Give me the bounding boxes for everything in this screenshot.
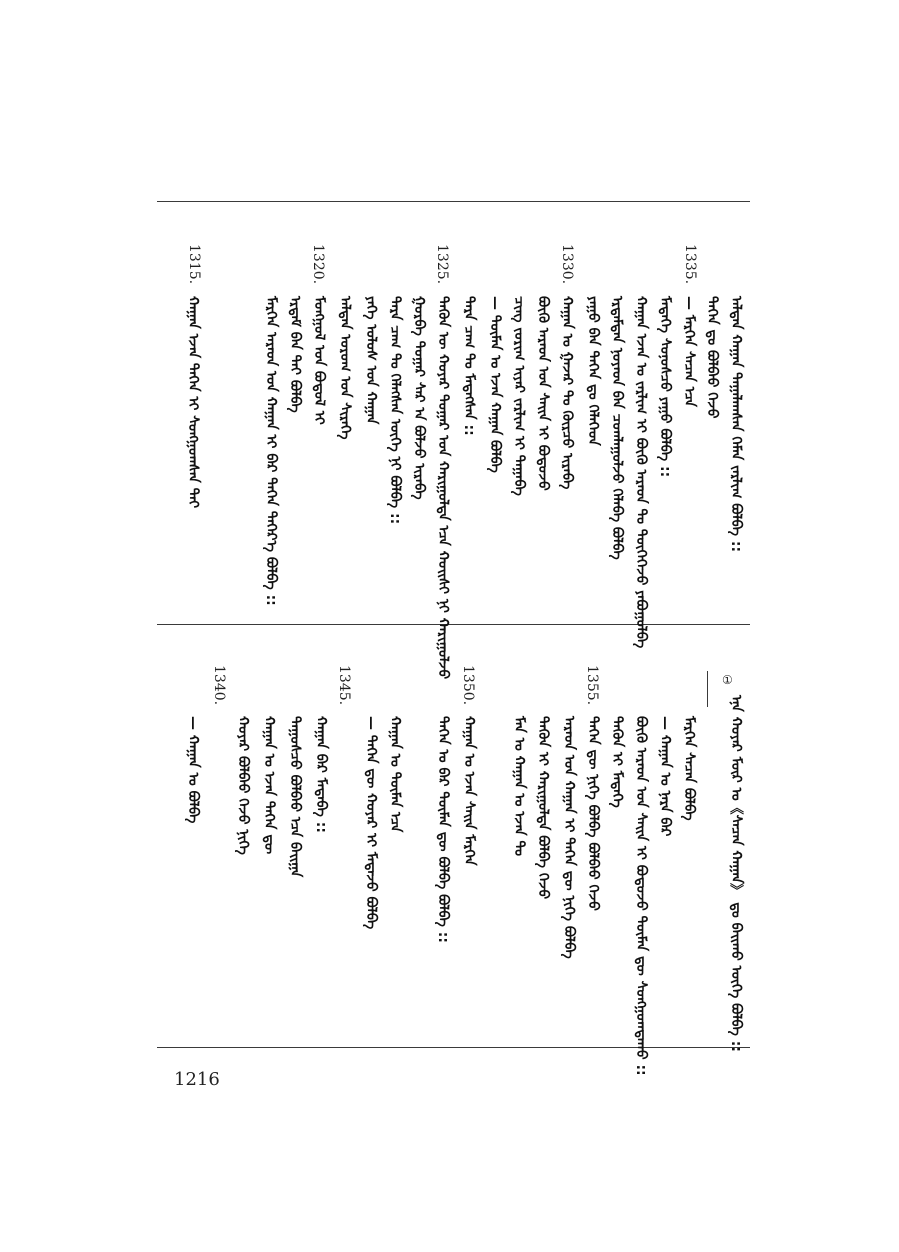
text-column: ᠬᠠᠭᠠᠨ ᠤ ᠭᠠᠵᠠᠷ ᠲᠤ ᠬᠦᠷᠴᠦ ᠢᠷᠡᠪᠡ (559, 296, 575, 490)
top-rule (157, 201, 750, 202)
text-column: ᠬᠠᠭᠠᠨ ᠡᠵᠡᠨ ᠤ ᠵᠠᠷᠯᠢᠭ ᠢ ᠪᠦᠬᠦ ᠠᠷᠠᠳ ᠲᠤ ᠲᠦᠭᠡᠭᠡᠵᠦ ᠶᠠᠪᠤᠭᠤᠯᠪᠠ (633, 296, 649, 649)
text-column: ᠠᠯᠲᠠᠨ ᠬᠠᠭᠠᠨ ᠲᠠᠭᠠᠯᠠᠭᠰᠠᠨ ᠬᠡᠮᠡᠨ ᠵᠠᠷᠯᠢᠭ ᠪᠣᠯᠪᠠ :: (728, 296, 744, 553)
text-column: ᠠᠯᠲᠠᠨ ᠤᠷᠤᠭ ᠤᠨ ᠰᠢᠷᠡᠭᠡ (337, 296, 353, 440)
line-number: 1320. (310, 244, 326, 285)
text-column: ᠪᠦᠬᠦ ᠠᠷᠠᠳ ᠤᠨ ᠰᠠᠢᠨ ᠢ ᠪᠣᠳᠣᠵᠤ (535, 296, 551, 491)
text-column: ᠮᠣᠩᠭᠣᠯ ᠤᠨ ᠪᠣᠳᠣᠯ ᠢ (311, 296, 327, 425)
text-column: ᠮᠠᠨ ᠤ ᠬᠠᠭᠠᠨ ᠤ ᠡᠵᠡᠨ ᠲᠤ (511, 716, 527, 857)
text-column: ᠡᠷᠳᠡᠮ ᠪᠠᠨ ᠲᠠᠢ ᠪᠣᠯᠪᠠ (287, 296, 303, 413)
line-number: 1325. (434, 244, 450, 285)
text-column: ᠲᠡᠭᠡᠨ ᠳᠤ ᠪᠣᠯᠪᠠᠤ ᠭᠡᠵᠦ (704, 296, 720, 419)
text-column: ᠬᠠᠭᠠᠨ ᠤ ᠡᠵᠡᠨ ᠲᠡᠭᠡᠨ ᠳᠦ (261, 716, 277, 855)
text-column: ᠡᠷᠳᠡᠮᠲᠡᠨ ᠨᠣᠶᠠᠳ ᠪᠠᠨ ᠴᠤᠭᠯᠠᠭᠤᠯᠵᠤ ᠬᠡᠯᠡᠪᠡ ᠪᠣᠯᠪᠠ (609, 296, 625, 560)
text-column: ᠬᠠᠭᠠᠨ ᠤ ᠲᠦᠮᠡᠨ ᠡᠴᠡ (387, 716, 403, 833)
middle-rule (157, 624, 750, 625)
line-number: 1340. (211, 665, 227, 706)
text-column: ᠲᠡᠭᠦᠨ ᠢ ᠬᠠᠷᠢᠭᠤᠯᠲᠠ ᠪᠣᠯᠪᠠ ᠭᠡᠵᠦ (535, 716, 551, 900)
text-column: ᠮᠡᠷᠭᠡᠨ ᠠᠷᠠᠳ ᠤᠨ ᠬᠠᠭᠠᠨ ᠢ ᠪᠠᠷ ᠲᠡᠭᠡᠨ ᠳᠡᠭᠡᠷ᠎ᠡ ᠪᠣᠯᠪᠠ :: (263, 296, 279, 606)
line-number: 1355. (584, 665, 600, 706)
text-column: ᠶᠠᠭᠤ ᠪᠠᠨ ᠲᠡᠭᠡᠨ ᠳᠤ ᠬᠡᠯᠡᠭᠡᠳ (585, 296, 601, 446)
text-column: ᠲᠡᠭᠡᠨ ᠤ ᠪᠠᠷ ᠲᠦᠮᠡᠨ ᠳᠦ ᠪᠣᠯᠪᠠ ᠪᠣᠯᠪᠠ :: (435, 716, 451, 943)
text-column: ᠲᠡᠭᠦᠨ ᠢ ᠮᠡᠳᠡᠭᠡ (609, 716, 625, 808)
footnote-rule (707, 671, 708, 707)
text-column: ᠮᠡᠷᠭᠡᠨ ᠰᠡᠴᠡᠨ ᠪᠣᠯᠪᠠ (681, 716, 697, 821)
text-column: ᠪᠦᠬᠦ ᠠᠷᠠᠳ ᠤᠨ ᠰᠠᠢᠨ ᠢ ᠪᠣᠳᠣᠵᠤ ᠲᠦᠮᠡᠨ ᠳᠦ ᠰᠣᠩᠭᠣᠭᠳᠠᠬᠤ :: (633, 716, 649, 1076)
text-column: ᠴᠢᠩ ᠵᠣᠷᠢᠭ ᠢᠶᠡᠷ ᠵᠠᠷᠯᠢᠭ ᠢ ᠳᠠᠭᠠᠪᠠ (511, 296, 527, 496)
text-column: ᠳᠠᠭᠤᠰᠴᠤ ᠪᠣᠯᠪᠠᠤ ᠡᠴᠡ ᠪᠠᠢᠭᠠ (287, 716, 303, 878)
text-column: ᠲᠡᠭᠦᠨ ᠦ ᠬᠣᠶᠠᠷ ᠳᠤᠭᠠᠷ ᠤᠨ ᠬᠠᠷᠢᠭᠤᠯᠲᠠ ᠡᠴᠡ ᠬᠣᠢᠰᠢ ᠨᠢ ᠬᠠᠷᠢᠭᠤᠯᠵᠤ (435, 296, 451, 680)
line-number: 1350. (460, 665, 476, 706)
footnote-marker: ① (722, 673, 733, 687)
text-column: ᠬᠠᠭᠠᠨ ᠡᠵᠡᠨ ᠲᠡᠭᠡᠨ ᠢ ᠰᠣᠩᠭᠣᠭᠰᠠᠨ ᠲᠡᠢ (185, 296, 201, 509)
text-column: ᠲᠡᠷᠡ ᠴᠠᠭ ᠲᠤ ᠬᠡᠯᠡᠭᠰᠡᠨ ᠦᠭᠡ ᠨᠢ ᠪᠣᠯᠪᠠ :: (387, 296, 403, 525)
text-column: — ᠮᠡᠷᠭᠡᠨ ᠰᠡᠴᠡᠨ ᠡᠴᠡ (681, 296, 697, 408)
text-column: ᠶᠡᠬᠡ ᠤᠯᠤᠰ ᠤᠨ ᠬᠠᠭᠠᠨ (363, 296, 379, 425)
line-number: 1345. (336, 665, 352, 706)
line-number: 1335. (682, 244, 698, 285)
page-number: 1216 (174, 1069, 220, 1090)
text-column: ᠬᠠᠭᠠᠨ ᠤ ᠡᠵᠡᠨ ᠰᠠᠢᠨ ᠮᠡᠷᠭᠡᠨ (461, 716, 477, 866)
text-column: — ᠲᠡᠭᠡᠨ ᠳᠦ ᠬᠣᠶᠠᠷ ᠢ ᠮᠡᠳᠡᠵᠦ ᠪᠣᠯᠪᠠ (363, 716, 379, 930)
text-column: — ᠬᠠᠭᠠᠨ ᠤ ᠪᠣᠯᠪᠠ (185, 716, 201, 824)
line-number: 1315. (186, 244, 202, 285)
text-column: ᠬᠣᠶᠠᠷ ᠪᠣᠯᠪᠠᠤ ᠭᠡᠵᠦ ᠨᠢᠭᠡ (235, 716, 251, 855)
text-column: ᠮᠡᠳᠡᠭᠡ ᠰᠣᠨᠣᠰᠴᠤ ᠶᠠᠭᠤ ᠪᠣᠯᠪᠠ :: (657, 296, 673, 478)
footnote-text: ᠡᠨᠡ ᠬᠣᠶᠠᠷ ᠮᠦᠷ ᠤ《ᠰᠡᠴᠡᠨ ᠬᠠᠭᠠᠨ》 ᠳᠤ ᠪᠠᠢᠬᠤ ᠦᠭᠡ ᠪᠣᠯᠪᠠ :: (728, 695, 744, 1052)
text-column: — ᠲᠦᠮᠡᠨ ᠤ ᠡᠵᠡᠨ ᠬᠠᠭᠠᠨ ᠪᠣᠯᠪᠠ (487, 296, 503, 473)
text-column: ᠭᠤᠷᠪᠠ ᠳᠤᠭᠠᠷ ᠰᠠᠷ ᠠ ᠪᠣᠯᠵᠤ ᠢᠷᠡᠪᠡ (411, 296, 427, 500)
text-column: ᠲᠡᠭᠡᠨ ᠳᠦ ᠨᠢᠭᠡ ᠪᠣᠯᠪᠠ ᠪᠣᠯᠪᠠᠤ ᠭᠡᠵᠦ (585, 716, 601, 911)
text-column: ᠬᠠᠭᠠᠨ ᠪᠠᠷ ᠮᠡᠳᠡᠪᠡ :: (313, 716, 329, 833)
text-column: ᠠᠷᠠᠳ ᠤᠨ ᠬᠠᠭᠠᠨ ᠢ ᠲᠡᠭᠡᠨ ᠳᠦ ᠨᠢᠭᠡ ᠪᠣᠯᠪᠠ (561, 716, 577, 959)
line-number: 1330. (559, 244, 575, 285)
text-column: — ᠬᠠᠭᠠᠨ ᠤ ᠨᠡᠷᠡ ᠪᠡᠷ (657, 716, 673, 837)
bottom-rule (157, 1047, 750, 1048)
text-column: ᠲᠡᠷᠡ ᠴᠠᠭ ᠲᠤ ᠮᠡᠳᠡᠭᠰᠡᠨ :: (461, 296, 477, 436)
